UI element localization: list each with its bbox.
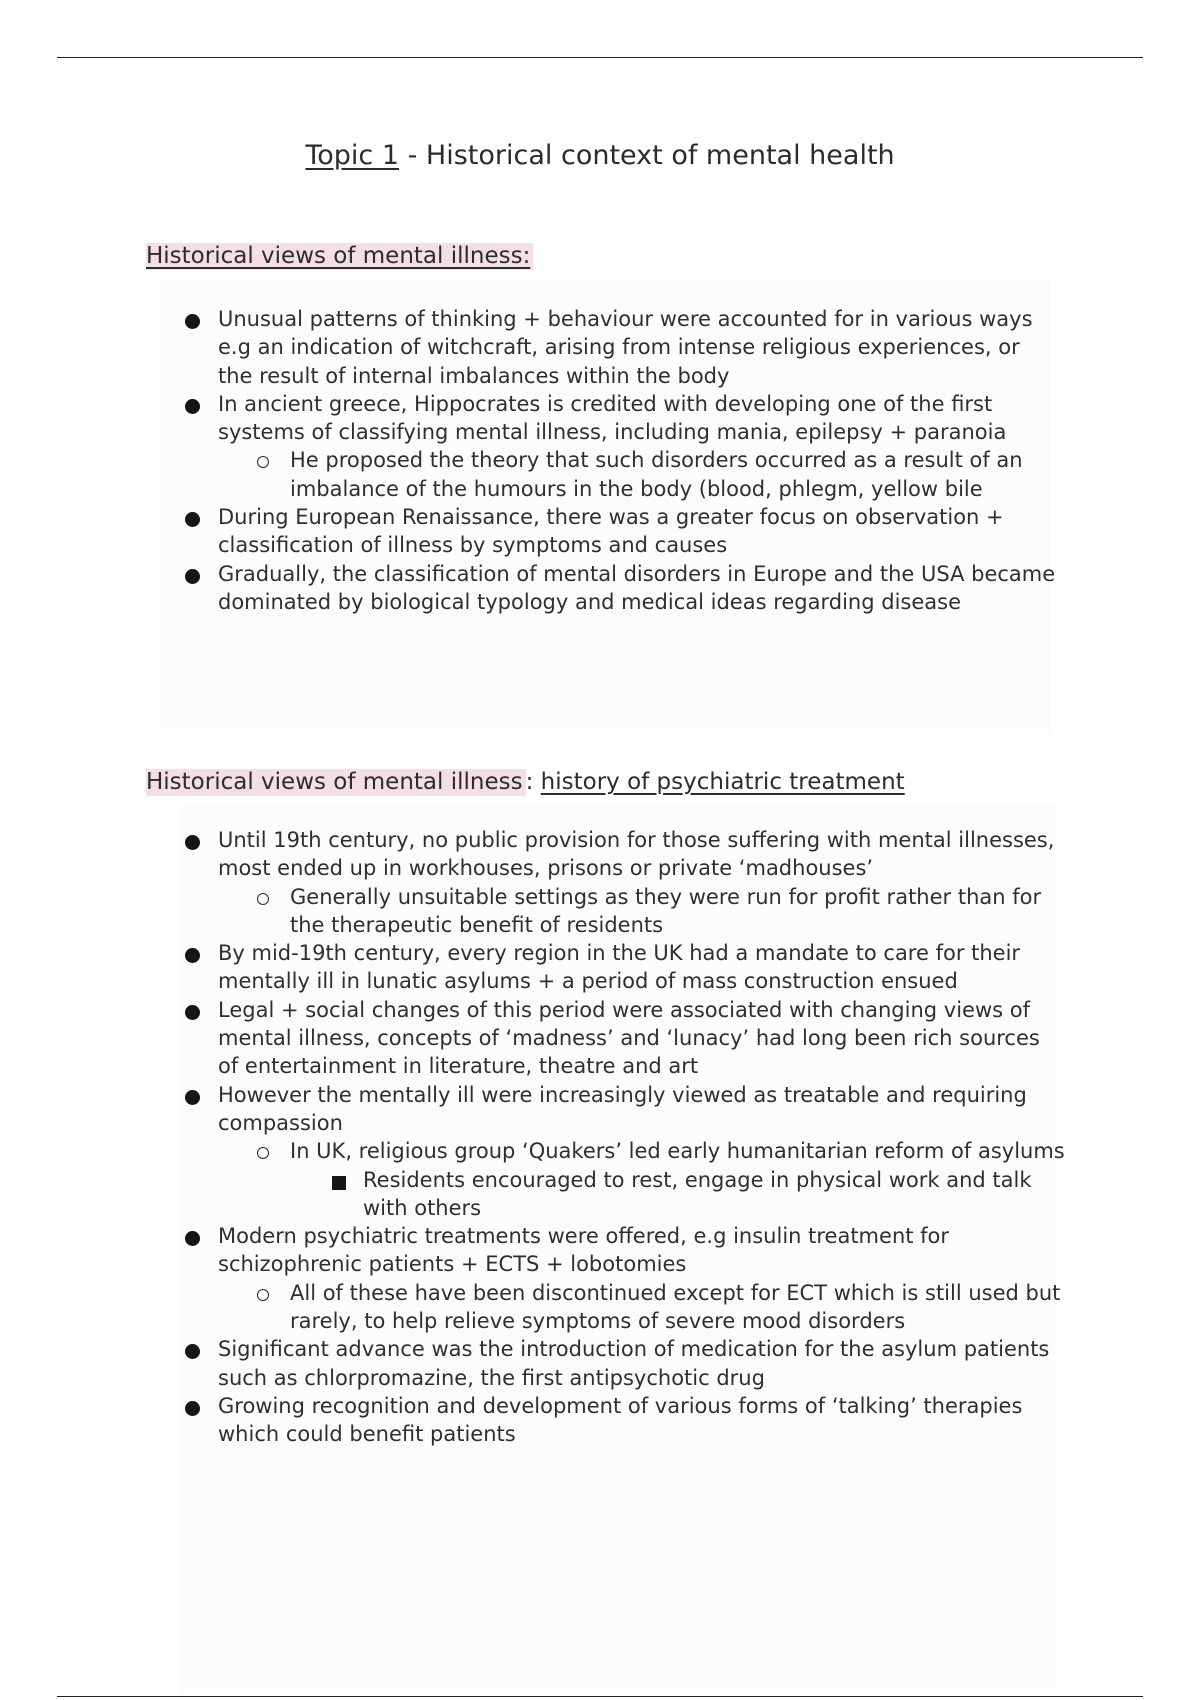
list-item (0, 1137, 1065, 1165)
list-item-text: Legal + social changes of this period were associated with changing views of mental illness, concepts of ‘madness’ and ‘lunacy’ had long been rich sources of entertainment in literature, theatre and art (218, 997, 1040, 1079)
list-item-text: In ancient greece, Hippocrates is credited with developing one of the first systems of classifying mental illness, including mania, epilepsy + paranoia (218, 391, 1007, 445)
list-item-text: During European Renaissance, there was a greater focus on observation + classification of illness by symptoms and causes (218, 505, 1004, 558)
bullet-circle-icon (257, 1147, 269, 1159)
section1-heading (146, 243, 533, 269)
list-item-text: Generally unsuitable settings as they were run for profit rather than for the therapeutic benefit of residents (290, 884, 1042, 937)
list-item-text: However the mentally ill were increasingly viewed as treatable and requiring compassion (218, 1082, 1027, 1135)
section2-heading (146, 769, 905, 795)
bullet-disc-icon (185, 314, 200, 329)
list-item (0, 503, 1058, 560)
section2-heading-colon: : (525, 769, 541, 795)
list-item (0, 1222, 1058, 1279)
list-item (0, 883, 1065, 940)
bullet-disc-icon (185, 1005, 200, 1020)
title-topic: Topic 1 (305, 140, 400, 171)
list-item-text: Significant advance was the introduction of medication for the asylum patients such as chlorpromazine, the first antipsychotic drug (218, 1337, 1050, 1390)
bullet-disc-icon (185, 1231, 200, 1246)
list-item-text: Modern psychiatric treatments were offered, e.g insulin treatment for schizophrenic patients + ECTS + lobotomies (218, 1224, 950, 1277)
bullet-disc-icon (185, 399, 200, 414)
bullet-disc-icon (185, 948, 200, 963)
bullet-disc-icon (185, 569, 200, 584)
bullet-square-icon (332, 1176, 346, 1190)
title-text: - Historical context of mental health (399, 140, 895, 171)
list-item-text: In UK, religious group ‘Quakers’ led early humanitarian reform of asylums (290, 1139, 1065, 1164)
list-item-text: Residents encouraged to rest, engage in physical work and talk with others (363, 1167, 1032, 1220)
bullet-disc-icon (185, 512, 200, 527)
list-item (0, 446, 1065, 503)
list-item (0, 939, 1058, 996)
list-item (0, 560, 1058, 617)
list-item-text: Unusual patterns of thinking + behaviour were accounted for in various ways e.g an indication of witchcraft, arising from intense religious experiences, or the result of internal imbalances within the body (218, 307, 1033, 388)
list-item (0, 1166, 1063, 1223)
section2-list (0, 826, 1065, 1449)
list-item-text: Until 19th century, no public provision for those suffering with mental illnesses, most ended up in workhouses, prisons or private ‘madhouses’ (218, 828, 1055, 881)
list-item (0, 1279, 1065, 1336)
section1-heading-text: Historical views of mental illness: (146, 243, 533, 270)
bullet-circle-icon (257, 1289, 269, 1301)
top-rule (57, 57, 1143, 58)
list-item (0, 1335, 1058, 1392)
list-item (0, 826, 1058, 883)
list-item (0, 1392, 1058, 1449)
list-item (0, 305, 1058, 390)
bullet-disc-icon (185, 1344, 200, 1359)
page-title (0, 140, 1200, 171)
list-item-text: All of these have been discontinued except for ECT which is still used but rarely, to help relieve symptoms of severe mood disorders (290, 1280, 1061, 1334)
list-item-text: Growing recognition and development of various forms of ‘talking’ therapies which could benefit patients (218, 1393, 1023, 1447)
section2-heading-sub: history of psychiatric treatment (540, 769, 905, 795)
bullet-disc-icon (185, 1401, 200, 1416)
bottom-rule (57, 1696, 1143, 1697)
list-item-text: He proposed the theory that such disorders occurred as a result of an imbalance of the humours in the body (blood, phlegm, yellow bile (290, 448, 1023, 501)
bullet-circle-icon (257, 893, 269, 905)
list-item-text: By mid-19th century, every region in the UK had a mandate to care for their mentally ill in lunatic asylums + a period of mass construction ensued (218, 941, 1021, 994)
section2-heading-highlight: Historical views of mental illness (146, 769, 526, 796)
list-item-text: Gradually, the classification of mental disorders in Europe and the USA became dominated by biological typology and medical ideas regarding disease (218, 561, 1056, 614)
bullet-disc-icon (185, 1090, 200, 1105)
list-item (0, 1081, 1058, 1138)
list-item (0, 996, 1058, 1081)
bullet-circle-icon (257, 456, 269, 468)
list-item (0, 390, 1058, 447)
bullet-disc-icon (185, 835, 200, 850)
section1-list (0, 305, 1065, 616)
